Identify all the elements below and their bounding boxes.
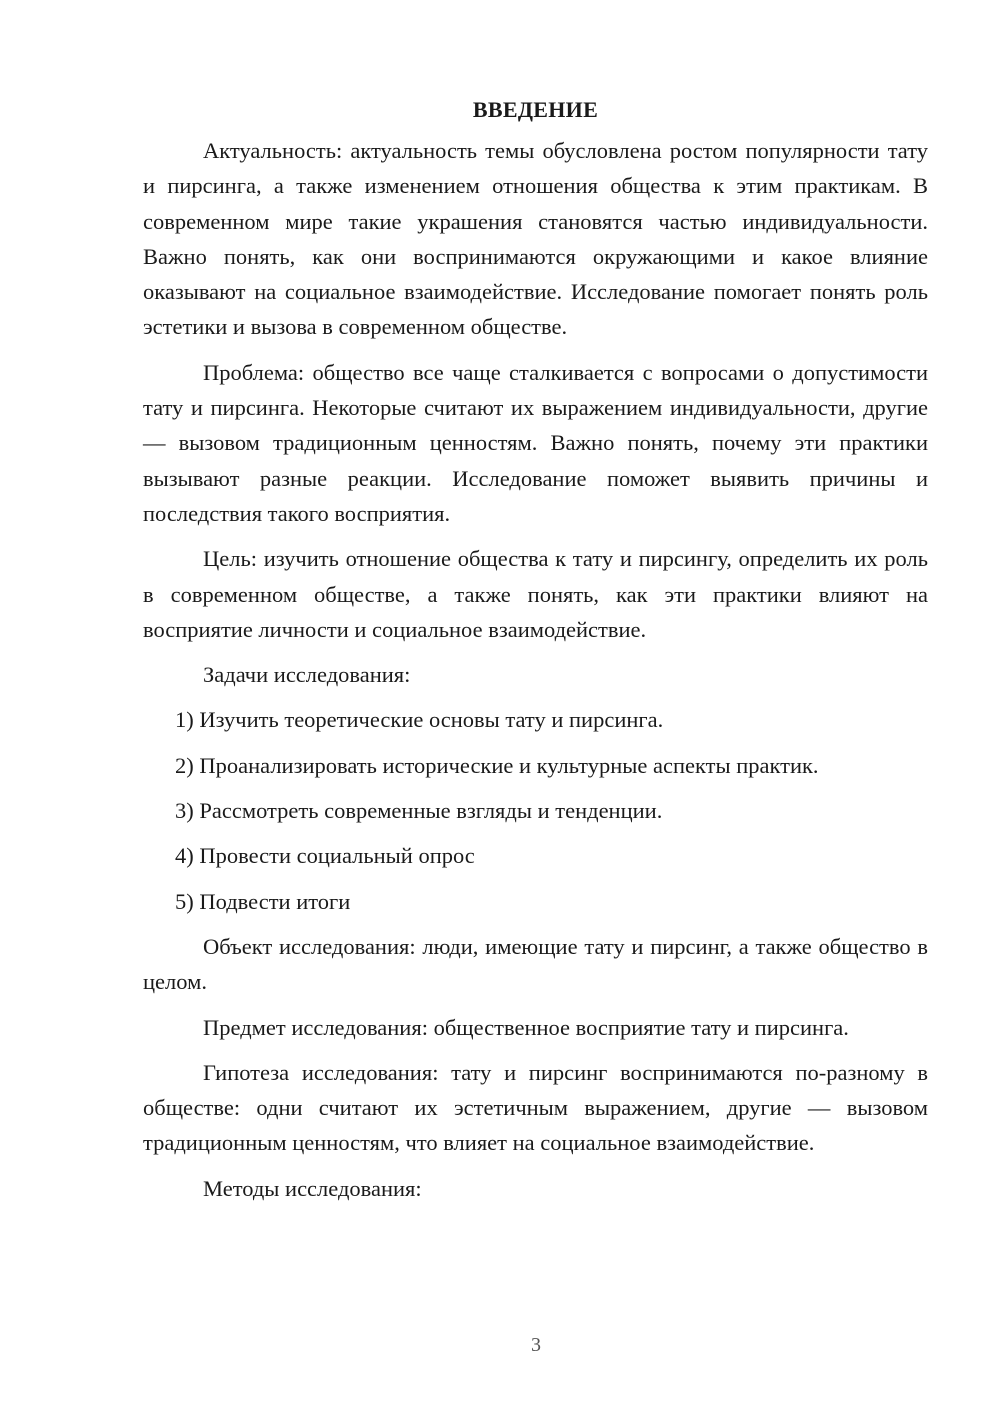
task-item-5: 5) Подвести итоги [175, 888, 351, 914]
page-content [143, 92, 928, 1216]
relevance-paragraph: Актуальность: актуальность темы обусловлена ростом популярности тату и пирсинга, а также изменением отношения общества к этим практикам. В современном мире такие украшения становятся частью индивидуальности. Важно понять, как они воспринимаются окружающими и какое влияние оказывают на социальное взаимодействие. Исследование помогает понять роль эстетики и вызова в современном обществе. [143, 138, 928, 340]
object-paragraph: Объект исследования: люди, имеющие тату и пирсинг, а также общество в целом. [143, 933, 928, 995]
subject-paragraph: Предмет исследования: общественное восприятие тату и пирсинга. [203, 1014, 849, 1040]
task-item-4: 4) Провести социальный опрос [175, 843, 475, 869]
task-item-3: 3) Рассмотреть современные взгляды и тенденции. [175, 798, 663, 824]
problem-paragraph: Проблема: общество все чаще сталкивается с вопросами о допустимости тату и пирсинга. Некоторые считают их выражением индивидуальности, другие — вызовом традиционным ценностям. Важно понять, почему эти практики вызывают разные реакции. Исследование поможет выявить причины и последствия такого восприятия. [143, 359, 928, 526]
hypothesis-paragraph: Гипотеза исследования: тату и пирсинг воспринимаются по-разному в обществе: одни считают их эстетичным выражением, другие — вызовом традиционным ценностям, что влияет на социальное взаимодействие. [143, 1059, 928, 1156]
page-title: ВВЕДЕНИЕ [472, 97, 599, 122]
goal-paragraph: Цель: изучить отношение общества к тату и пирсингу, определить их роль в современном обществе, а также понять, как эти практики влияют на восприятие личности и социальное взаимодействие. [143, 546, 928, 642]
tasks-header: Задачи исследования: [203, 662, 411, 688]
page-number: 3 [531, 1334, 541, 1356]
task-item-2: 2) Проанализировать исторические и культурные аспекты практик. [175, 752, 819, 778]
methods-header: Методы исследования: [203, 1175, 422, 1201]
task-item-1: 1) Изучить теоретические основы тату и пирсинга. [175, 707, 664, 733]
